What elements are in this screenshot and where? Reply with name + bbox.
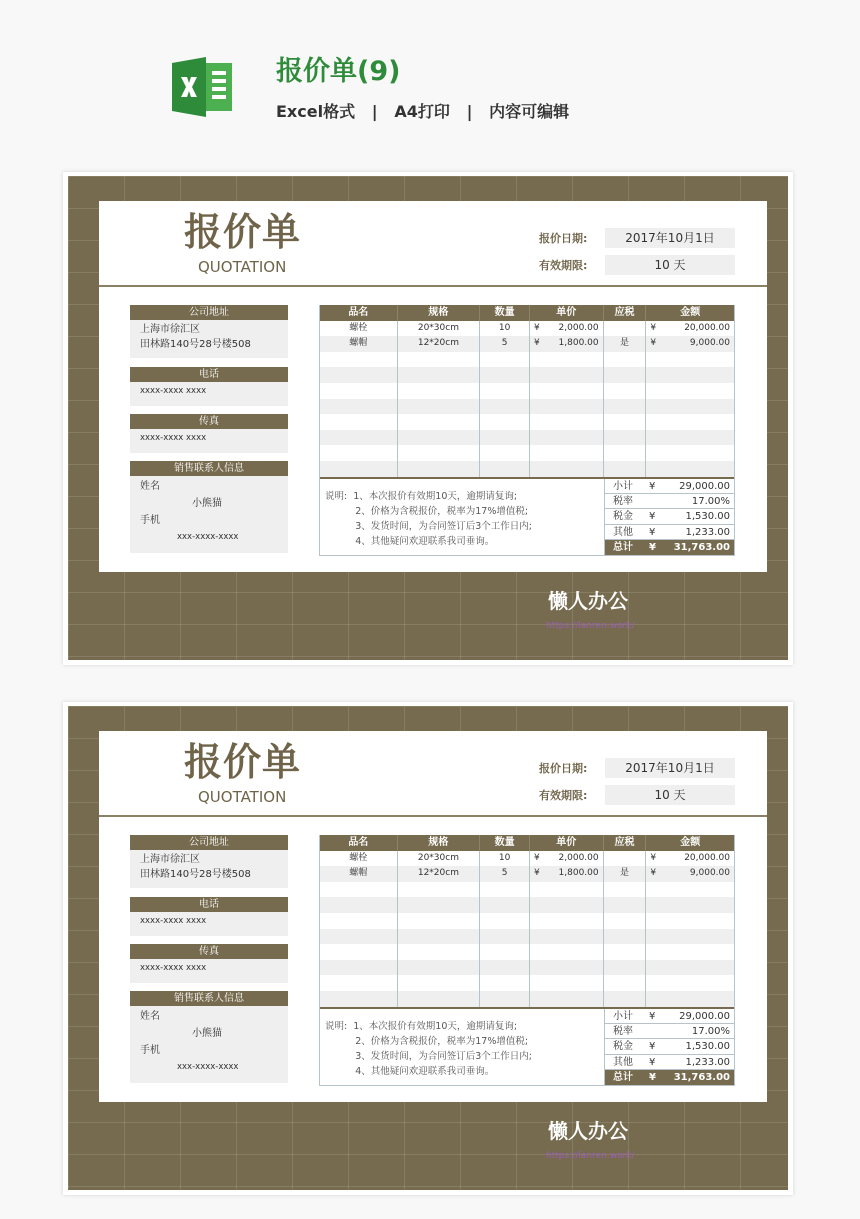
- total-value: 29,000.00: [679, 1010, 730, 1022]
- date-field[interactable]: 2017年10月1日: [605, 228, 735, 248]
- cell-name[interactable]: [320, 975, 398, 991]
- cell-price[interactable]: [530, 461, 604, 477]
- currency-symbol: ¥: [649, 480, 656, 492]
- total-label: 小计: [613, 480, 633, 492]
- currency-symbol: ¥: [649, 511, 656, 523]
- cell-name[interactable]: 螺栓: [320, 851, 398, 867]
- totals: [605, 479, 734, 555]
- total-value: 31,763.00: [673, 542, 730, 554]
- fax-header: 传真: [130, 414, 288, 429]
- table-row: [320, 882, 734, 898]
- cell-spec[interactable]: [398, 929, 481, 945]
- cell-price[interactable]: [530, 975, 604, 991]
- validity-label: 有效期限:: [539, 259, 588, 272]
- address-block: [130, 835, 288, 888]
- title-cn: 报价单: [184, 210, 302, 254]
- total-label: 税金: [613, 1041, 633, 1053]
- cell-amount[interactable]: [646, 445, 734, 461]
- total-label: 税率: [613, 495, 633, 507]
- cell-name[interactable]: [320, 399, 398, 415]
- total-row-tax-rate: [605, 494, 734, 509]
- table-row: [320, 367, 734, 383]
- col-qty: 数量: [480, 305, 530, 321]
- col-spec: 规格: [398, 305, 481, 321]
- cell-amount[interactable]: [646, 461, 734, 477]
- currency-symbol: ¥: [649, 1056, 656, 1068]
- cell-taxable[interactable]: [604, 383, 647, 399]
- cell-amount[interactable]: [646, 430, 734, 446]
- cell-spec[interactable]: [398, 399, 481, 415]
- currency-symbol: ¥: [533, 868, 540, 879]
- cell-qty[interactable]: [480, 352, 530, 368]
- fax-block: [130, 944, 288, 983]
- cell-amount[interactable]: [646, 866, 734, 882]
- cell-price[interactable]: [530, 944, 604, 960]
- address-line2: 田林路140号28号楼508: [140, 869, 251, 880]
- contact-header: 销售联系人信息: [130, 991, 288, 1006]
- cell-name[interactable]: [320, 897, 398, 913]
- table-row: [320, 944, 734, 960]
- total-row-other: [605, 525, 734, 540]
- col-taxable: 应税: [604, 305, 647, 321]
- cell-amount[interactable]: [646, 336, 734, 352]
- brand-name: 懒人办公: [548, 1119, 628, 1143]
- cell-price[interactable]: [530, 913, 604, 929]
- total-row-grand: [605, 1070, 734, 1085]
- table-row: [320, 445, 734, 461]
- cell-price[interactable]: [530, 882, 604, 898]
- doc-title: 报价单(9): [276, 56, 401, 87]
- sheet-background: [68, 706, 788, 1190]
- cell-qty[interactable]: [480, 975, 530, 991]
- table-row: [320, 321, 734, 337]
- currency-symbol: ¥: [533, 852, 540, 863]
- cell-qty[interactable]: [480, 897, 530, 913]
- cell-spec[interactable]: [398, 913, 481, 929]
- fax-block: [130, 414, 288, 453]
- cell-value: 2,000.00: [558, 852, 599, 863]
- total-value: 29,000.00: [679, 480, 730, 492]
- cell-amount[interactable]: [646, 960, 734, 976]
- validity-field[interactable]: 10 天: [605, 255, 735, 275]
- cell-taxable[interactable]: [604, 851, 647, 867]
- cell-amount[interactable]: [646, 321, 734, 337]
- total-row-tax: [605, 1039, 734, 1054]
- cell-qty[interactable]: [480, 383, 530, 399]
- cell-spec[interactable]: [398, 975, 481, 991]
- currency-symbol: ¥: [649, 1010, 656, 1022]
- cell-price[interactable]: [530, 321, 604, 337]
- quotation-panel: [99, 201, 767, 572]
- table-row: [320, 991, 734, 1007]
- total-row-subtotal: [605, 1009, 734, 1024]
- cell-qty[interactable]: [480, 944, 530, 960]
- cell-price[interactable]: [530, 430, 604, 446]
- cell-taxable[interactable]: 是: [604, 866, 647, 882]
- cell-spec[interactable]: 12*20cm: [398, 866, 481, 882]
- cell-name[interactable]: [320, 414, 398, 430]
- currency-symbol: ¥: [533, 338, 540, 349]
- cell-taxable[interactable]: 是: [604, 336, 647, 352]
- cell-spec[interactable]: [398, 944, 481, 960]
- cell-value: 9,000.00: [689, 868, 730, 879]
- total-value: 17.00%: [691, 495, 730, 507]
- mobile-value: xxx-xxxx-xxxx: [177, 532, 239, 542]
- mobile-value: xxx-xxxx-xxxx: [177, 1062, 239, 1072]
- currency-symbol: ¥: [649, 1072, 656, 1084]
- address-line1: 上海市徐汇区: [140, 324, 200, 335]
- cell-qty[interactable]: 10: [480, 321, 530, 337]
- cell-spec[interactable]: [398, 367, 481, 383]
- col-name: 品名: [320, 835, 398, 851]
- title-en: QUOTATION: [198, 258, 287, 276]
- cell-name[interactable]: [320, 445, 398, 461]
- items-table: [319, 305, 735, 556]
- cell-amount[interactable]: [646, 991, 734, 1007]
- cell-taxable[interactable]: [604, 975, 647, 991]
- notes: 说明: 1、本次报价有效期10天，逾期请复询; 2、价格为含税报价，税率为17%增值税; 3、发货时间，为合同签订后3个工作日内; 4、其他疑问欢迎联系我司垂询。: [320, 479, 605, 555]
- total-label: 总计: [613, 1072, 633, 1084]
- cell-spec[interactable]: [398, 430, 481, 446]
- cell-taxable[interactable]: [604, 321, 647, 337]
- cell-taxable[interactable]: [604, 399, 647, 415]
- total-row-tax-rate: [605, 1024, 734, 1039]
- cell-price[interactable]: [530, 851, 604, 867]
- cell-qty[interactable]: [480, 929, 530, 945]
- cell-qty[interactable]: 10: [480, 851, 530, 867]
- cell-amount[interactable]: [646, 399, 734, 415]
- total-value: 1,233.00: [685, 1056, 730, 1068]
- quotation-panel: [99, 731, 767, 1102]
- cell-name[interactable]: [320, 929, 398, 945]
- contact-header: 销售联系人信息: [130, 461, 288, 476]
- currency-symbol: ¥: [650, 852, 657, 863]
- total-label: 总计: [613, 542, 633, 554]
- table-row: [320, 336, 734, 352]
- cell-value: 2,000.00: [558, 322, 599, 333]
- cell-spec[interactable]: [398, 960, 481, 976]
- cell-spec[interactable]: [398, 991, 481, 1007]
- currency-symbol: ¥: [650, 868, 657, 879]
- table-row: [320, 383, 734, 399]
- cell-amount[interactable]: [646, 944, 734, 960]
- fax-value: xxxx-xxxx xxxx: [140, 433, 207, 443]
- cell-price[interactable]: [530, 929, 604, 945]
- cell-name[interactable]: [320, 991, 398, 1007]
- cell-name[interactable]: 螺帽: [320, 336, 398, 352]
- cell-name[interactable]: 螺帽: [320, 866, 398, 882]
- phone-block: [130, 367, 288, 406]
- currency-symbol: ¥: [533, 322, 540, 333]
- address-header: 公司地址: [130, 835, 288, 850]
- date-label: 报价日期:: [539, 232, 588, 245]
- cell-spec[interactable]: 20*30cm: [398, 851, 481, 867]
- table-header: [320, 305, 734, 321]
- cell-taxable[interactable]: [604, 882, 647, 898]
- cell-amount[interactable]: [646, 383, 734, 399]
- cell-taxable[interactable]: [604, 929, 647, 945]
- cell-price[interactable]: [530, 960, 604, 976]
- col-spec: 规格: [398, 835, 481, 851]
- address-line2: 田林路140号28号楼508: [140, 339, 251, 350]
- cell-amount[interactable]: [646, 882, 734, 898]
- cell-spec[interactable]: 12*20cm: [398, 336, 481, 352]
- phone-header: 电话: [130, 367, 288, 382]
- cell-amount[interactable]: [646, 975, 734, 991]
- quotation-sheet: [63, 702, 793, 1195]
- cell-taxable[interactable]: [604, 445, 647, 461]
- cell-taxable[interactable]: [604, 897, 647, 913]
- cell-amount[interactable]: [646, 897, 734, 913]
- cell-qty[interactable]: [480, 445, 530, 461]
- cell-taxable[interactable]: [604, 991, 647, 1007]
- cell-spec[interactable]: [398, 897, 481, 913]
- table-header: [320, 835, 734, 851]
- brand-name: 懒人办公: [548, 589, 628, 613]
- cell-amount[interactable]: [646, 851, 734, 867]
- name-label: 姓名: [140, 481, 160, 492]
- cell-amount[interactable]: [646, 913, 734, 929]
- total-value: 1,530.00: [685, 1041, 730, 1053]
- table-row: [320, 461, 734, 477]
- cell-spec[interactable]: [398, 445, 481, 461]
- divider: [99, 285, 767, 287]
- name-value: 小熊猫: [192, 1028, 222, 1039]
- address-header: 公司地址: [130, 305, 288, 320]
- mobile-label: 手机: [140, 1045, 160, 1056]
- cell-name[interactable]: 螺栓: [320, 321, 398, 337]
- table-row: [320, 399, 734, 415]
- name-label: 姓名: [140, 1011, 160, 1022]
- cell-name[interactable]: [320, 367, 398, 383]
- excel-icon: [172, 57, 234, 117]
- cell-price[interactable]: [530, 336, 604, 352]
- cell-price[interactable]: [530, 383, 604, 399]
- cell-qty[interactable]: [480, 430, 530, 446]
- brand-url[interactable]: https://lanren.work/: [546, 1151, 635, 1161]
- cell-taxable[interactable]: [604, 352, 647, 368]
- cell-qty[interactable]: [480, 882, 530, 898]
- table-row: [320, 960, 734, 976]
- col-price: 单价: [530, 305, 604, 321]
- col-taxable: 应税: [604, 835, 647, 851]
- cell-taxable[interactable]: [604, 414, 647, 430]
- cell-taxable[interactable]: [604, 944, 647, 960]
- notes: 说明: 1、本次报价有效期10天，逾期请复询; 2、价格为含税报价，税率为17%增值税; 3、发货时间，为合同签订后3个工作日内; 4、其他疑问欢迎联系我司垂询。: [320, 1009, 605, 1085]
- validity-field[interactable]: 10 天: [605, 785, 735, 805]
- col-qty: 数量: [480, 835, 530, 851]
- total-row-grand: [605, 540, 734, 555]
- date-field[interactable]: 2017年10月1日: [605, 758, 735, 778]
- cell-qty[interactable]: [480, 399, 530, 415]
- total-label: 税金: [613, 511, 633, 523]
- currency-symbol: ¥: [650, 338, 657, 349]
- cell-taxable[interactable]: [604, 960, 647, 976]
- phone-value: xxxx-xxxx xxxx: [140, 386, 207, 396]
- mobile-label: 手机: [140, 515, 160, 526]
- cell-name[interactable]: [320, 430, 398, 446]
- col-price: 单价: [530, 835, 604, 851]
- cell-name[interactable]: [320, 882, 398, 898]
- total-value: 17.00%: [691, 1025, 730, 1037]
- address-line1: 上海市徐汇区: [140, 854, 200, 865]
- cell-price[interactable]: [530, 367, 604, 383]
- cell-qty[interactable]: 5: [480, 866, 530, 882]
- cell-qty[interactable]: [480, 913, 530, 929]
- cell-name[interactable]: [320, 960, 398, 976]
- table-row: [320, 352, 734, 368]
- title-cn: 报价单: [184, 740, 302, 784]
- total-value: 31,763.00: [673, 1072, 730, 1084]
- cell-amount[interactable]: [646, 929, 734, 945]
- sheet-background: [68, 176, 788, 660]
- cell-name[interactable]: [320, 944, 398, 960]
- total-value: 1,233.00: [685, 526, 730, 538]
- cell-name[interactable]: [320, 913, 398, 929]
- total-label: 其他: [613, 1056, 633, 1068]
- quotation-sheet: [63, 172, 793, 665]
- table-row: [320, 414, 734, 430]
- cell-qty[interactable]: [480, 461, 530, 477]
- items-table: [319, 835, 735, 1086]
- total-row-tax: [605, 509, 734, 524]
- currency-symbol: ¥: [649, 1041, 656, 1053]
- name-value: 小熊猫: [192, 498, 222, 509]
- cell-spec[interactable]: 20*30cm: [398, 321, 481, 337]
- cell-spec[interactable]: [398, 882, 481, 898]
- contact-block: [130, 461, 288, 553]
- currency-symbol: ¥: [650, 322, 657, 333]
- total-label: 小计: [613, 1010, 633, 1022]
- fax-header: 传真: [130, 944, 288, 959]
- currency-symbol: ¥: [649, 542, 656, 554]
- cell-price[interactable]: [530, 866, 604, 882]
- total-label: 税率: [613, 1025, 633, 1037]
- fax-value: xxxx-xxxx xxxx: [140, 963, 207, 973]
- phone-header: 电话: [130, 897, 288, 912]
- cell-value: 1,800.00: [558, 868, 599, 879]
- cell-taxable[interactable]: [604, 461, 647, 477]
- cell-price[interactable]: [530, 414, 604, 430]
- table-row: [320, 851, 734, 867]
- cell-spec[interactable]: [398, 383, 481, 399]
- cell-name[interactable]: [320, 461, 398, 477]
- cell-spec[interactable]: [398, 461, 481, 477]
- cell-price[interactable]: [530, 445, 604, 461]
- cell-name[interactable]: [320, 352, 398, 368]
- cell-price[interactable]: [530, 399, 604, 415]
- cell-value: 20,000.00: [684, 852, 730, 863]
- address-block: [130, 305, 288, 358]
- total-row-other: [605, 1055, 734, 1070]
- cell-qty[interactable]: [480, 991, 530, 1007]
- table-row: [320, 975, 734, 991]
- total-value: 1,530.00: [685, 511, 730, 523]
- cell-spec[interactable]: [398, 352, 481, 368]
- cell-taxable[interactable]: [604, 367, 647, 383]
- cell-taxable[interactable]: [604, 430, 647, 446]
- cell-value: 9,000.00: [689, 338, 730, 349]
- cell-price[interactable]: [530, 991, 604, 1007]
- cell-value: 1,800.00: [558, 338, 599, 349]
- divider: [99, 815, 767, 817]
- phone-block: [130, 897, 288, 936]
- col-name: 品名: [320, 305, 398, 321]
- cell-price[interactable]: [530, 897, 604, 913]
- doc-subtitle: Excel格式 | A4打印 | 内容可编辑: [276, 102, 570, 121]
- total-label: 其他: [613, 526, 633, 538]
- phone-value: xxxx-xxxx xxxx: [140, 916, 207, 926]
- cell-amount[interactable]: [646, 352, 734, 368]
- cell-spec[interactable]: [398, 414, 481, 430]
- cell-price[interactable]: [530, 352, 604, 368]
- title-en: QUOTATION: [198, 788, 287, 806]
- cell-amount[interactable]: [646, 367, 734, 383]
- date-label: 报价日期:: [539, 762, 588, 775]
- total-row-subtotal: [605, 479, 734, 494]
- cell-qty[interactable]: 5: [480, 336, 530, 352]
- totals: [605, 1009, 734, 1085]
- col-amount: 金额: [680, 307, 701, 318]
- cell-taxable[interactable]: [604, 913, 647, 929]
- table-row: [320, 929, 734, 945]
- cell-qty[interactable]: [480, 367, 530, 383]
- table-row: [320, 897, 734, 913]
- brand-url[interactable]: https://lanren.work/: [546, 621, 635, 631]
- cell-name[interactable]: [320, 383, 398, 399]
- cell-value: 20,000.00: [684, 322, 730, 333]
- contact-block: [130, 991, 288, 1083]
- table-row: [320, 430, 734, 446]
- col-amount: 金额: [680, 837, 701, 848]
- table-row: [320, 913, 734, 929]
- validity-label: 有效期限:: [539, 789, 588, 802]
- cell-amount[interactable]: [646, 414, 734, 430]
- cell-qty[interactable]: [480, 960, 530, 976]
- table-row: [320, 866, 734, 882]
- currency-symbol: ¥: [649, 526, 656, 538]
- cell-qty[interactable]: [480, 414, 530, 430]
